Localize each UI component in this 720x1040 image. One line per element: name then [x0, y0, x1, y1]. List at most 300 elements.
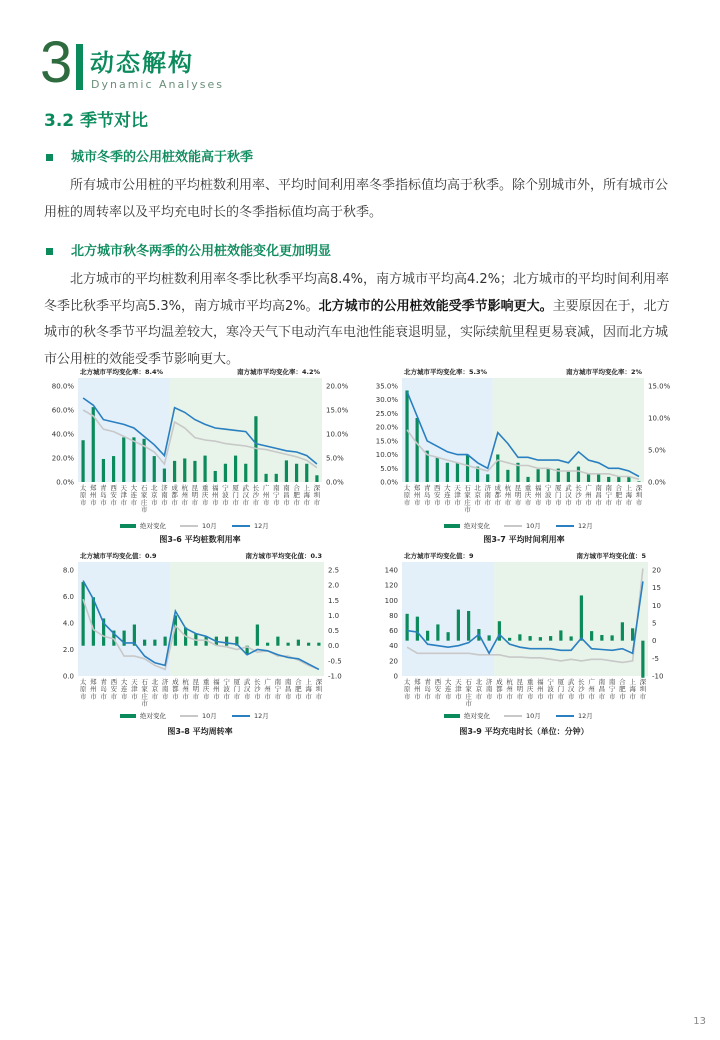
x-category-label: 厦	[232, 484, 239, 492]
paragraph-2	[44, 267, 678, 373]
x-category-label: 市	[110, 498, 117, 507]
x-category-label: 市	[293, 498, 300, 507]
bar-absolute-change	[436, 458, 439, 482]
x-category-label: 沙	[254, 685, 261, 694]
bar-absolute-change	[224, 464, 227, 482]
bar-absolute-change	[570, 636, 573, 640]
x-category-label: 杭	[504, 484, 512, 492]
x-category-label: 天	[131, 678, 138, 686]
x-category-label: 武	[243, 678, 251, 686]
x-category-label: 市	[243, 692, 251, 701]
y-left-tick: 40	[389, 642, 398, 651]
x-category-label: 成	[171, 484, 178, 492]
y-right-tick: 5.0%	[648, 446, 666, 455]
y-right-tick: 2.5	[328, 566, 340, 575]
x-category-label: 安	[434, 491, 441, 500]
x-category-label: 家	[140, 491, 148, 500]
bar-absolute-change	[256, 625, 259, 646]
bar-absolute-change	[264, 474, 267, 482]
x-category-label: 州	[414, 685, 421, 694]
x-category-label: 连	[130, 491, 138, 500]
legend-swatch-absolute	[120, 714, 136, 718]
y-right-tick: 0	[652, 637, 657, 646]
x-category-label: 市	[233, 692, 241, 701]
x-category-label: 上	[629, 678, 636, 686]
x-category-label: 州	[262, 491, 270, 500]
x-category-label: 市	[455, 692, 462, 701]
bar-absolute-change	[112, 456, 115, 482]
x-category-label: 津	[120, 491, 127, 500]
bullet-square-icon	[46, 154, 53, 161]
chapter-title: 动态解构	[90, 49, 194, 77]
x-category-label: 州	[182, 685, 189, 694]
x-category-label: 市	[182, 692, 189, 701]
x-category-label: 郑	[413, 484, 421, 492]
y-left-tick: 80	[389, 611, 398, 620]
paragraph-2-part-2: 主要原因在于，北方城市的秋冬季节平均温差较大，寒冷天气下电动汽车电池性能衰退明显，实际续航里程更易衰减，因而北方城市公用桩的效能受季节影响更大。	[44, 298, 670, 367]
y-right-tick: 10.0%	[648, 414, 671, 423]
x-category-label: 圳	[313, 491, 321, 500]
x-category-label: 州	[585, 491, 592, 500]
x-category-label: 明	[192, 685, 200, 694]
x-category-label: 石	[141, 678, 148, 686]
x-category-label: 安	[434, 685, 442, 694]
x-category-label: 市	[242, 498, 249, 507]
x-category-label: 市	[629, 692, 636, 701]
x-category-label: 宁	[273, 491, 280, 500]
bar-absolute-change	[559, 630, 562, 640]
bar-absolute-change	[637, 481, 640, 482]
x-category-label: 门	[232, 491, 239, 500]
x-category-label: 宁	[222, 484, 229, 492]
bar-absolute-change	[164, 637, 167, 646]
x-category-label: 郑	[90, 678, 97, 686]
bullet-heading-1	[46, 146, 253, 165]
x-category-label: 南	[283, 484, 290, 492]
bar-absolute-change	[234, 456, 237, 482]
x-category-label: 昆	[516, 678, 524, 686]
x-category-label: 市	[524, 498, 532, 507]
x-category-label: 市	[424, 692, 431, 701]
x-category-label: 肥	[293, 491, 300, 500]
x-category-label: 太	[79, 484, 87, 492]
x-category-label: 成	[496, 678, 503, 686]
x-category-label: 济	[161, 678, 169, 686]
bar-absolute-change	[506, 470, 509, 482]
y-left-tick: 0.0%	[56, 478, 74, 487]
x-category-label: 庆	[201, 491, 209, 500]
y-right-tick: -1.0	[328, 672, 342, 681]
x-category-label: 石	[140, 484, 148, 492]
x-category-label: 深	[313, 484, 321, 492]
bar-absolute-change	[547, 469, 550, 482]
x-category-label: 合	[615, 484, 623, 492]
x-category-label: 昆	[192, 678, 200, 686]
legend-label-december: 12月	[578, 712, 593, 720]
bar-absolute-change	[203, 456, 206, 482]
x-category-label: 宁	[547, 678, 554, 686]
x-category-label: 合	[295, 678, 302, 686]
y-left-tick: 10.0%	[375, 451, 398, 460]
x-category-label: 州	[588, 685, 595, 694]
x-category-label: 州	[213, 685, 220, 694]
chapter-accent-bar	[76, 44, 83, 90]
bar-absolute-change	[225, 637, 228, 646]
y-left-tick: 0	[393, 672, 398, 681]
x-category-label: 西	[110, 678, 118, 686]
y-left-tick: 20.0%	[375, 423, 398, 432]
y-right-tick: 20	[652, 566, 661, 575]
x-category-label: 青	[423, 484, 431, 492]
bullet-heading-1-text: 城市冬季的公用桩效能高于秋季	[71, 150, 254, 165]
y-left-tick: 30.0%	[375, 396, 398, 405]
paragraph-2-part-1: 北方城市的平均桩数利用率冬季比秋季平均高8.4%，南方城市平均高4.2%；北方城市的平均时间利用率冬季比秋季平均高5.3%，南方城市平均高2%。	[44, 272, 670, 314]
x-category-label: 昆	[191, 484, 199, 492]
y-right-tick: 0.5	[328, 627, 340, 636]
x-category-label: 杭	[506, 678, 513, 686]
x-category-label: 昌	[598, 685, 606, 694]
y-left-tick: 40.0%	[51, 430, 74, 439]
x-category-label: 庄	[141, 692, 148, 701]
y-left-tick: 140	[384, 566, 398, 575]
x-category-label: 市	[172, 692, 179, 701]
bar-absolute-change	[447, 632, 450, 640]
y-right-tick: 0.0%	[648, 478, 666, 487]
bar-absolute-change	[82, 582, 85, 646]
x-category-label: 市	[264, 692, 271, 701]
x-category-label: 市	[465, 699, 472, 708]
x-category-label: 市	[110, 692, 118, 701]
y-right-tick: -0.5	[328, 657, 342, 666]
y-left-tick: 60	[389, 627, 398, 636]
y-right-tick: 20.0%	[326, 382, 349, 391]
bar-absolute-change	[153, 456, 156, 482]
bar-absolute-change	[92, 597, 95, 645]
legend-label-december: 12月	[254, 522, 269, 530]
x-category-label: 州	[413, 491, 421, 500]
x-category-label: 武	[565, 484, 572, 492]
legend-label-absolute: 绝对变化	[140, 712, 166, 720]
south-average-note: 南方城市平均变化率：2%	[565, 368, 642, 376]
x-category-label: 西	[434, 678, 442, 686]
x-category-label: 成	[172, 678, 179, 686]
y-right-tick: 10	[652, 601, 661, 610]
legend-label-absolute: 绝对变化	[464, 712, 490, 720]
chart-pile-utilization	[40, 368, 360, 534]
x-category-label: 长	[252, 484, 260, 492]
bar-absolute-change	[81, 440, 84, 482]
x-category-label: 京	[475, 685, 483, 694]
x-category-label: 济	[485, 678, 493, 686]
north-average-note: 北方城市平均变化值：0.9	[80, 552, 157, 560]
y-left-tick: 6.0	[62, 593, 74, 601]
bar-absolute-change	[285, 460, 288, 482]
x-category-label: 庆	[202, 685, 210, 694]
x-category-label: 市	[120, 498, 127, 507]
x-category-label: 合	[619, 678, 626, 686]
x-category-label: 深	[639, 678, 647, 686]
x-category-label: 海	[629, 685, 636, 694]
x-category-label: 肥	[619, 685, 626, 694]
x-category-label: 长	[254, 678, 261, 686]
x-category-label: 市	[403, 692, 411, 701]
caption-fig-3-9: 图3-9 平均充电时长（单位：分钟）	[459, 727, 589, 736]
x-category-label: 长	[575, 484, 582, 492]
x-category-label: 上	[303, 484, 310, 492]
x-category-label: 市	[485, 692, 493, 701]
bar-absolute-change	[446, 463, 449, 482]
bar-absolute-change	[466, 454, 469, 482]
x-category-label: 海	[303, 491, 310, 500]
bar-absolute-change	[436, 624, 439, 640]
x-category-label: 广	[585, 484, 592, 492]
x-category-label: 州	[212, 491, 219, 500]
y-left-tick: 100	[384, 596, 398, 605]
x-category-label: 市	[303, 498, 310, 507]
x-category-label: 太	[403, 678, 411, 686]
x-category-label: 南	[161, 491, 168, 500]
x-category-label: 庆	[524, 491, 532, 500]
x-category-label: 郑	[414, 678, 421, 686]
x-category-label: 太	[403, 484, 411, 492]
x-category-label: 沙	[252, 491, 260, 500]
x-category-label: 重	[524, 484, 532, 492]
x-category-label: 市	[464, 505, 471, 514]
legend-label-october: 10月	[526, 712, 541, 720]
x-category-label: 深	[315, 678, 323, 686]
x-category-label: 西	[110, 484, 117, 492]
x-category-label: 西	[434, 484, 441, 492]
bar-absolute-change	[214, 471, 217, 482]
x-category-label: 明	[516, 685, 524, 694]
bar-absolute-change	[539, 637, 542, 641]
bullet-heading-2	[46, 240, 331, 259]
x-category-label: 市	[504, 498, 512, 507]
x-category-label: 市	[131, 692, 138, 701]
bar-absolute-change	[641, 641, 644, 678]
x-category-label: 太	[79, 678, 87, 686]
bar-absolute-change	[590, 631, 593, 641]
x-category-label: 安	[110, 685, 118, 694]
x-category-label: 深	[635, 484, 643, 492]
x-category-label: 原	[79, 685, 87, 694]
x-category-label: 庄	[464, 498, 471, 507]
y-left-tick: 5.0%	[380, 464, 398, 473]
x-category-label: 市	[494, 498, 502, 507]
bar-absolute-change	[467, 611, 470, 641]
bar-absolute-change	[275, 474, 278, 482]
x-category-label: 青	[424, 678, 431, 686]
bar-absolute-change	[600, 635, 603, 641]
y-left-tick: 80.0%	[51, 382, 74, 391]
x-category-label: 津	[455, 685, 462, 694]
chapter-subtitle: Dynamic Analyses	[91, 78, 225, 91]
south-region-bg	[170, 562, 324, 676]
south-average-note: 南方城市平均变化值：0.3	[245, 552, 322, 560]
x-category-label: 连	[120, 685, 128, 694]
bar-absolute-change	[457, 610, 460, 641]
x-category-label: 市	[315, 692, 323, 701]
legend-label-october: 10月	[202, 522, 217, 530]
chart-turnover-rate	[40, 552, 360, 724]
bar-absolute-change	[163, 469, 166, 482]
y-right-tick: 0.0%	[326, 478, 344, 487]
x-category-label: 市	[434, 692, 442, 701]
bar-absolute-change	[549, 636, 552, 641]
x-category-label: 市	[141, 699, 148, 708]
x-category-label: 市	[222, 498, 229, 507]
x-category-label: 厦	[557, 678, 565, 686]
x-category-label: 市	[274, 692, 282, 701]
x-category-label: 原	[79, 491, 87, 500]
x-category-label: 门	[233, 685, 241, 694]
x-category-label: 汉	[567, 685, 575, 694]
legend-swatch-absolute	[444, 714, 460, 718]
x-category-label: 石	[465, 678, 472, 686]
x-category-label: 石	[464, 484, 471, 492]
bullet-square-icon	[46, 248, 53, 255]
x-category-label: 汉	[243, 685, 251, 694]
x-category-label: 市	[414, 692, 421, 701]
x-category-label: 沙	[575, 491, 582, 500]
bar-absolute-change	[621, 622, 624, 640]
x-category-label: 沙	[578, 685, 585, 694]
x-category-label: 市	[475, 692, 483, 701]
x-category-label: 原	[403, 685, 411, 694]
x-category-label: 市	[192, 692, 200, 701]
x-category-label: 肥	[295, 685, 302, 694]
x-category-label: 市	[130, 498, 138, 507]
y-left-tick: 0.0	[62, 672, 74, 681]
page-number: 13	[693, 1016, 706, 1027]
x-category-label: 南	[485, 685, 493, 694]
x-category-label: 北	[151, 484, 158, 492]
x-category-label: 市	[213, 692, 220, 701]
x-category-label: 市	[252, 498, 260, 507]
legend-swatch-absolute	[444, 524, 460, 528]
x-category-label: 市	[506, 692, 513, 701]
y-right-tick: 5	[652, 619, 657, 628]
x-category-label: 北	[474, 484, 481, 492]
bar-absolute-change	[456, 463, 459, 482]
x-category-label: 市	[273, 498, 280, 507]
x-category-label: 上	[305, 678, 312, 686]
x-category-label: 天	[455, 678, 462, 686]
x-category-label: 市	[201, 498, 209, 507]
x-category-label: 宁	[605, 491, 612, 500]
x-category-label: 家	[141, 685, 148, 694]
y-left-tick: 8.0	[62, 566, 74, 575]
x-category-label: 市	[232, 498, 239, 507]
x-category-label: 重	[201, 484, 209, 492]
x-category-label: 市	[575, 498, 582, 507]
y-right-tick: 10.0%	[326, 430, 349, 439]
x-category-label: 南	[595, 484, 602, 492]
y-left-tick: 60.0%	[51, 406, 74, 415]
x-category-label: 大	[130, 484, 138, 492]
bar-absolute-change	[486, 474, 489, 482]
x-category-label: 宁	[223, 678, 230, 686]
bar-absolute-change	[266, 643, 269, 646]
x-category-label: 成	[494, 484, 502, 492]
x-category-label: 北	[151, 678, 159, 686]
x-category-label: 市	[595, 498, 602, 507]
x-category-label: 都	[496, 685, 503, 694]
north-average-note: 北方城市平均变化率：5.3%	[404, 368, 488, 376]
x-category-label: 市	[526, 692, 534, 701]
x-category-label: 市	[608, 692, 616, 701]
x-category-label: 市	[161, 498, 168, 507]
x-category-label: 州	[90, 491, 97, 500]
y-right-tick: 1.5	[328, 596, 340, 605]
y-right-tick: 2.0	[328, 581, 340, 590]
x-category-label: 南	[284, 678, 292, 686]
x-category-label: 门	[555, 491, 562, 500]
y-right-tick: 0.0	[328, 642, 340, 651]
x-category-label: 原	[403, 491, 411, 500]
bar-absolute-change	[607, 477, 610, 482]
x-category-label: 市	[90, 692, 97, 701]
bar-absolute-change	[508, 638, 511, 641]
x-category-label: 家	[465, 685, 472, 694]
bar-absolute-change	[416, 418, 419, 482]
x-category-label: 青	[100, 484, 107, 492]
x-category-label: 宁	[274, 685, 282, 694]
x-category-label: 都	[494, 491, 502, 500]
y-left-tick: 4.0	[62, 619, 74, 628]
bar-absolute-change	[406, 614, 409, 641]
x-category-label: 市	[544, 498, 552, 507]
x-category-label: 市	[151, 692, 159, 701]
bar-absolute-change	[276, 637, 279, 646]
x-category-label: 市	[454, 498, 461, 507]
bar-absolute-change	[307, 643, 310, 646]
x-category-label: 市	[537, 692, 544, 701]
x-category-label: 昌	[284, 685, 292, 694]
x-category-label: 市	[79, 498, 87, 507]
x-category-label: 市	[202, 692, 210, 701]
bar-absolute-change	[627, 477, 630, 482]
x-category-label: 州	[534, 491, 542, 500]
x-category-label: 重	[202, 678, 210, 686]
x-category-label: 京	[151, 685, 159, 694]
y-left-tick: 20.0%	[51, 454, 74, 463]
x-category-label: 市	[567, 692, 575, 701]
bar-absolute-change	[567, 472, 570, 482]
x-category-label: 市	[496, 692, 503, 701]
legend-label-absolute: 绝对变化	[464, 522, 490, 530]
bar-absolute-change	[287, 643, 290, 646]
x-category-label: 南	[484, 491, 491, 500]
bar-absolute-change	[244, 464, 247, 482]
x-category-label: 京	[151, 491, 158, 500]
x-category-label: 明	[191, 491, 199, 500]
x-category-label: 市	[254, 692, 261, 701]
x-category-label: 市	[635, 498, 643, 507]
x-category-label: 上	[625, 484, 633, 492]
x-category-label: 市	[120, 692, 128, 701]
x-category-label: 肥	[615, 491, 623, 500]
x-category-label: 市	[313, 498, 321, 507]
x-category-label: 安	[110, 491, 117, 500]
bar-absolute-change	[496, 454, 499, 482]
x-category-label: 市	[625, 498, 633, 507]
x-category-label: 天	[120, 484, 127, 492]
x-category-label: 家	[464, 491, 471, 500]
x-category-label: 市	[90, 498, 97, 507]
y-right-tick: -5	[652, 654, 659, 663]
bar-absolute-change	[102, 459, 105, 482]
